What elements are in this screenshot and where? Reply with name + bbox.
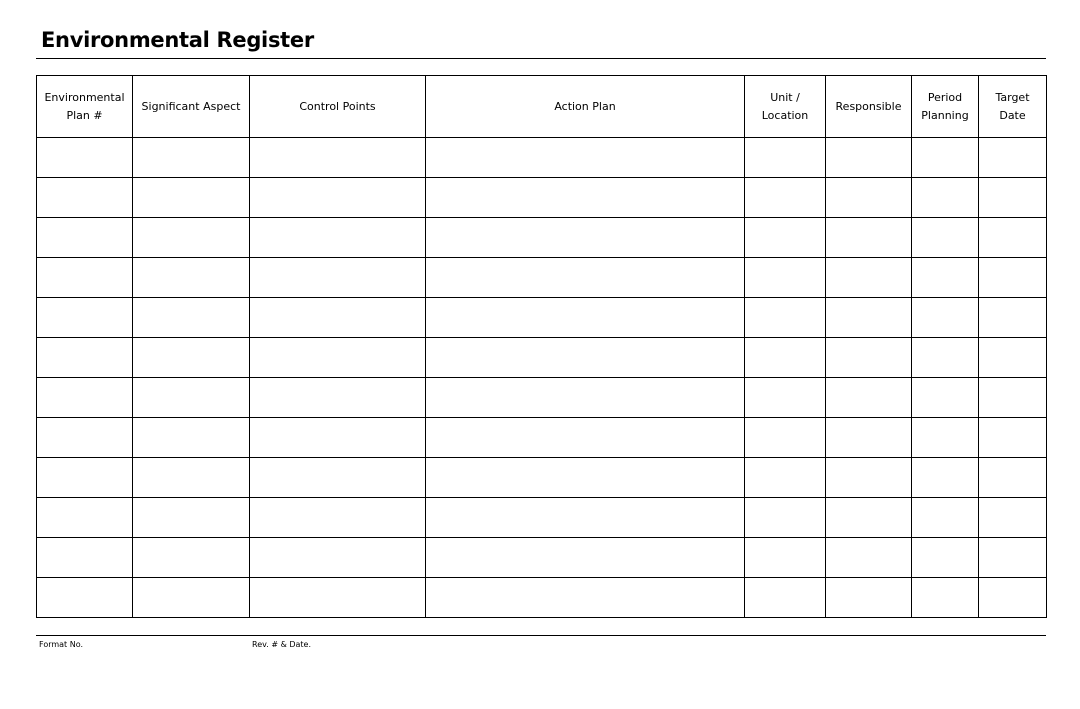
- table-cell[interactable]: [133, 338, 250, 378]
- table-cell[interactable]: [426, 458, 745, 498]
- table-cell[interactable]: [979, 458, 1047, 498]
- header-line: Location: [761, 108, 809, 122]
- table-cell[interactable]: [426, 538, 745, 578]
- table-cell[interactable]: [912, 178, 979, 218]
- table-row: [37, 458, 1047, 498]
- table-cell[interactable]: [912, 418, 979, 458]
- table-cell[interactable]: [912, 378, 979, 418]
- table-row: [37, 578, 1047, 618]
- column-header-control-points: [250, 76, 426, 138]
- table-cell[interactable]: [426, 338, 745, 378]
- table-cell[interactable]: [979, 418, 1047, 458]
- table-cell[interactable]: [826, 218, 912, 258]
- table-row: [37, 538, 1047, 578]
- table-cell[interactable]: [979, 298, 1047, 338]
- column-header-period-planning: [912, 76, 979, 138]
- table-cell[interactable]: [745, 338, 826, 378]
- header-line: Responsible: [835, 99, 902, 113]
- table-cell[interactable]: [250, 178, 426, 218]
- table-cell[interactable]: [745, 458, 826, 498]
- header-line: Environmental: [44, 90, 125, 104]
- table-row: [37, 418, 1047, 458]
- table-cell[interactable]: [133, 498, 250, 538]
- table-cell[interactable]: [426, 378, 745, 418]
- column-header-action-plan: [426, 76, 745, 138]
- table-cell[interactable]: [826, 578, 912, 618]
- environmental-register-table: [36, 75, 1047, 618]
- table-cell[interactable]: [826, 498, 912, 538]
- table-cell[interactable]: [250, 298, 426, 338]
- table-cell[interactable]: [37, 538, 133, 578]
- table-cell[interactable]: [250, 378, 426, 418]
- table-cell[interactable]: [745, 498, 826, 538]
- table-cell[interactable]: [745, 138, 826, 178]
- header-line: Target: [995, 90, 1030, 104]
- table-cell[interactable]: [250, 458, 426, 498]
- table-cell[interactable]: [250, 138, 426, 178]
- table-cell[interactable]: [250, 578, 426, 618]
- table-cell[interactable]: [745, 258, 826, 298]
- column-header-responsible: [826, 76, 912, 138]
- table-cell[interactable]: [745, 298, 826, 338]
- table-cell[interactable]: [826, 418, 912, 458]
- table-cell[interactable]: [826, 378, 912, 418]
- table-cell[interactable]: [745, 418, 826, 458]
- table-cell[interactable]: [745, 538, 826, 578]
- table-cell[interactable]: [745, 178, 826, 218]
- title-divider: [36, 58, 1046, 59]
- revision-date-label: Rev. # & Date.: [252, 640, 312, 649]
- format-number-label: Format No.: [39, 640, 84, 649]
- table-cell[interactable]: [37, 218, 133, 258]
- table-cell[interactable]: [426, 418, 745, 458]
- table-cell[interactable]: [133, 218, 250, 258]
- table-cell[interactable]: [37, 378, 133, 418]
- table-cell[interactable]: [133, 138, 250, 178]
- table-cell[interactable]: [826, 338, 912, 378]
- table-cell[interactable]: [426, 258, 745, 298]
- table-cell[interactable]: [979, 178, 1047, 218]
- table-cell[interactable]: [426, 138, 745, 178]
- table-cell[interactable]: [426, 498, 745, 538]
- header-line: Plan #: [66, 108, 103, 122]
- table-cell[interactable]: [979, 218, 1047, 258]
- table-cell[interactable]: [426, 578, 745, 618]
- header-line: Planning: [921, 108, 969, 122]
- table-cell[interactable]: [37, 138, 133, 178]
- table-cell[interactable]: [37, 178, 133, 218]
- table-row: [37, 378, 1047, 418]
- table-cell[interactable]: [250, 258, 426, 298]
- table-cell[interactable]: [826, 178, 912, 218]
- table-cell[interactable]: [979, 138, 1047, 178]
- table-cell[interactable]: [912, 338, 979, 378]
- table-row: [37, 338, 1047, 378]
- table-cell[interactable]: [250, 538, 426, 578]
- table-row: [37, 218, 1047, 258]
- table-cell[interactable]: [250, 498, 426, 538]
- header-row: [37, 76, 1047, 138]
- table-cell[interactable]: [826, 298, 912, 338]
- table-cell[interactable]: [133, 298, 250, 338]
- header-line: Unit /: [770, 90, 800, 104]
- table-cell[interactable]: [745, 378, 826, 418]
- table-cell[interactable]: [745, 578, 826, 618]
- table-cell[interactable]: [912, 458, 979, 498]
- table-cell[interactable]: [133, 578, 250, 618]
- table-cell[interactable]: [979, 538, 1047, 578]
- table-cell[interactable]: [37, 338, 133, 378]
- table-cell[interactable]: [912, 218, 979, 258]
- table-cell[interactable]: [37, 298, 133, 338]
- table-row: [37, 298, 1047, 338]
- page-title: Environmental Register: [41, 28, 314, 52]
- header-line: Control Points: [299, 99, 376, 113]
- table-cell[interactable]: [37, 258, 133, 298]
- table-cell[interactable]: [912, 258, 979, 298]
- register-body: [37, 138, 1047, 618]
- table-cell[interactable]: [133, 258, 250, 298]
- table-cell[interactable]: [133, 418, 250, 458]
- column-header-significant-aspect: [133, 76, 250, 138]
- table-cell[interactable]: [37, 418, 133, 458]
- table-cell[interactable]: [133, 178, 250, 218]
- table-cell[interactable]: [979, 378, 1047, 418]
- table-cell[interactable]: [826, 458, 912, 498]
- table-cell[interactable]: [826, 138, 912, 178]
- footer-divider: [36, 635, 1046, 636]
- table-cell[interactable]: [250, 218, 426, 258]
- header-line: Action Plan: [554, 99, 616, 113]
- table-cell[interactable]: [250, 418, 426, 458]
- table-row: [37, 258, 1047, 298]
- table-cell[interactable]: [912, 498, 979, 538]
- column-header-environmental-plan: [37, 76, 133, 138]
- table-cell[interactable]: [979, 338, 1047, 378]
- table-cell[interactable]: [133, 458, 250, 498]
- table-cell[interactable]: [979, 498, 1047, 538]
- table-row: [37, 498, 1047, 538]
- table-cell[interactable]: [912, 578, 979, 618]
- table-cell[interactable]: [826, 258, 912, 298]
- table-cell[interactable]: [912, 538, 979, 578]
- table-cell[interactable]: [979, 578, 1047, 618]
- table-cell[interactable]: [426, 178, 745, 218]
- table-cell[interactable]: [37, 578, 133, 618]
- table-cell[interactable]: [912, 298, 979, 338]
- header-line: Period: [927, 90, 963, 104]
- table-cell[interactable]: [745, 218, 826, 258]
- table-row: [37, 138, 1047, 178]
- table-cell[interactable]: [426, 218, 745, 258]
- table-cell[interactable]: [912, 138, 979, 178]
- column-header-target-date: [979, 76, 1047, 138]
- table-cell[interactable]: [133, 378, 250, 418]
- table-cell[interactable]: [250, 338, 426, 378]
- header-line: Significant Aspect: [141, 99, 241, 113]
- table-cell[interactable]: [37, 498, 133, 538]
- table-cell[interactable]: [979, 258, 1047, 298]
- table-cell[interactable]: [37, 458, 133, 498]
- table-cell[interactable]: [826, 538, 912, 578]
- table-row: [37, 178, 1047, 218]
- table-cell[interactable]: [133, 538, 250, 578]
- column-header-unit-location: [745, 76, 826, 138]
- table-cell[interactable]: [426, 298, 745, 338]
- header-line: Date: [999, 108, 1026, 122]
